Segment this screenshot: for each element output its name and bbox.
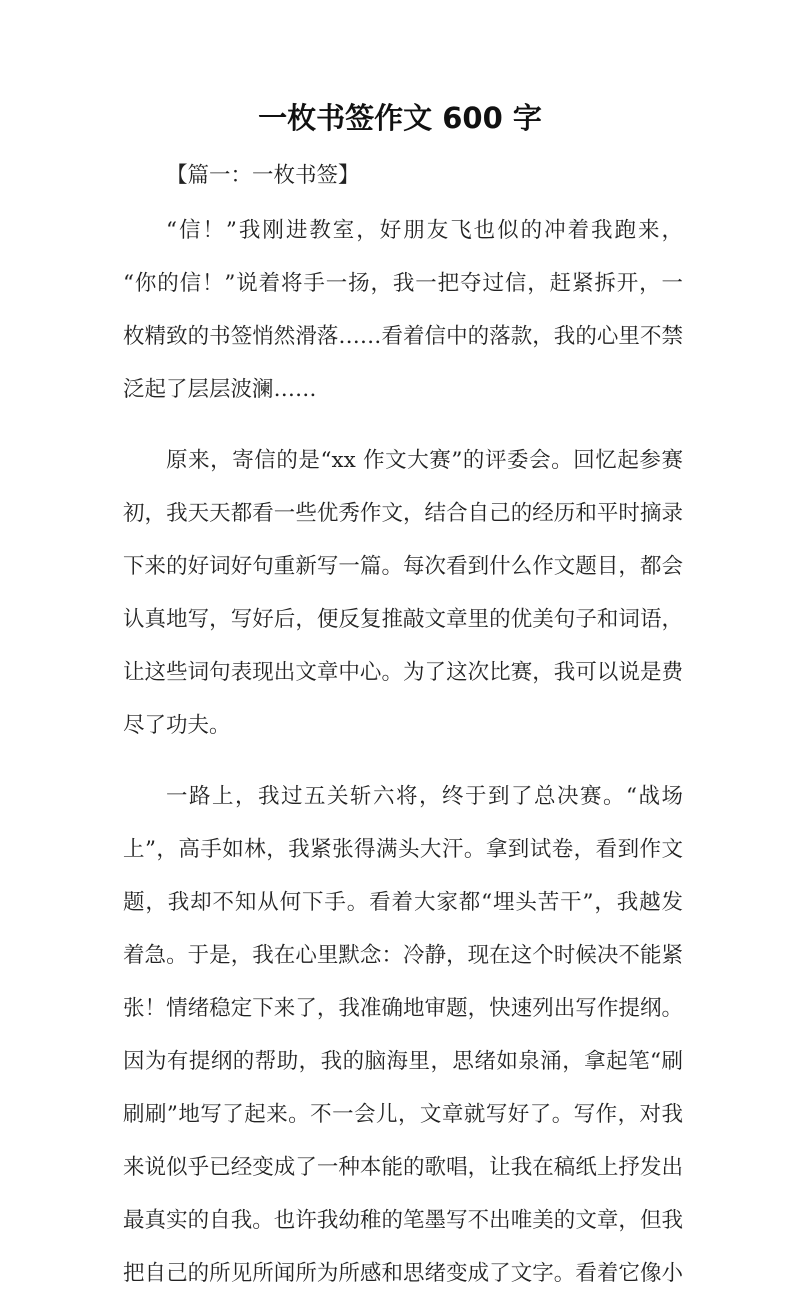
text-line: “你的信！”说着将手一扬，我一把夺过信，赶紧拆开，一 <box>123 271 683 296</box>
text-line: 张！情绪稳定下来了，我准确地审题，快速列出写作提纲。 <box>123 996 683 1021</box>
text-line: 枚精致的书签悄然滑落……看着信中的落款，我的心里不禁 <box>123 324 683 349</box>
text-line: 尽了功夫。 <box>123 713 231 738</box>
text-line: 来说似乎已经变成了一种本能的歌唱，让我在稿纸上抒发出 <box>123 1155 683 1180</box>
text-line: 原来，寄信的是“xx 作文大赛”的评委会。回忆起参赛 <box>166 448 683 473</box>
text-line: 初，我天天都看一些优秀作文，结合自己的经历和平时摘录 <box>123 501 683 526</box>
paragraph-2 <box>123 434 683 752</box>
text-line: 把自己的所见所闻所为所感和思绪变成了文字。看着它像小 <box>123 1261 683 1286</box>
text-line: 刷刷”地写了起来。不一会儿，文章就写好了。写作，对我 <box>123 1102 683 1127</box>
paragraph-3 <box>123 770 683 1300</box>
text-line: 上”，高手如林，我紧张得满头大汗。拿到试卷，看到作文 <box>123 837 683 862</box>
text-line: 让这些词句表现出文章中心。为了这次比赛，我可以说是费 <box>123 660 683 685</box>
text-line: 因为有提纲的帮助，我的脑海里，思绪如泉涌，拿起笔“刷 <box>123 1049 683 1074</box>
paragraph-1 <box>123 204 683 416</box>
text-line: “信！”我刚进教室，好朋友飞也似的冲着我跑来， <box>166 218 683 243</box>
document-title: 一枚书签作文 600 字 <box>258 101 542 135</box>
section-heading: 【篇一：一枚书签】 <box>166 163 360 188</box>
text-line: 题，我却不知从何下手。看着大家都“埋头苦干”，我越发 <box>123 890 683 915</box>
text-line: 认真地写，写好后，便反复推敲文章里的优美句子和词语， <box>123 607 683 632</box>
text-line: 下来的好词好句重新写一篇。每次看到什么作文题目，都会 <box>123 554 683 579</box>
document-body <box>123 158 683 1300</box>
text-line: 着急。于是，我在心里默念：冷静，现在这个时候决不能紧 <box>123 943 683 968</box>
text-line: 泛起了层层波澜…… <box>123 377 317 402</box>
text-line: 一路上，我过五关斩六将，终于到了总决赛。“战场 <box>166 784 683 809</box>
text-line: 最真实的自我。也许我幼稚的笔墨写不出唯美的文章，但我 <box>123 1208 683 1233</box>
